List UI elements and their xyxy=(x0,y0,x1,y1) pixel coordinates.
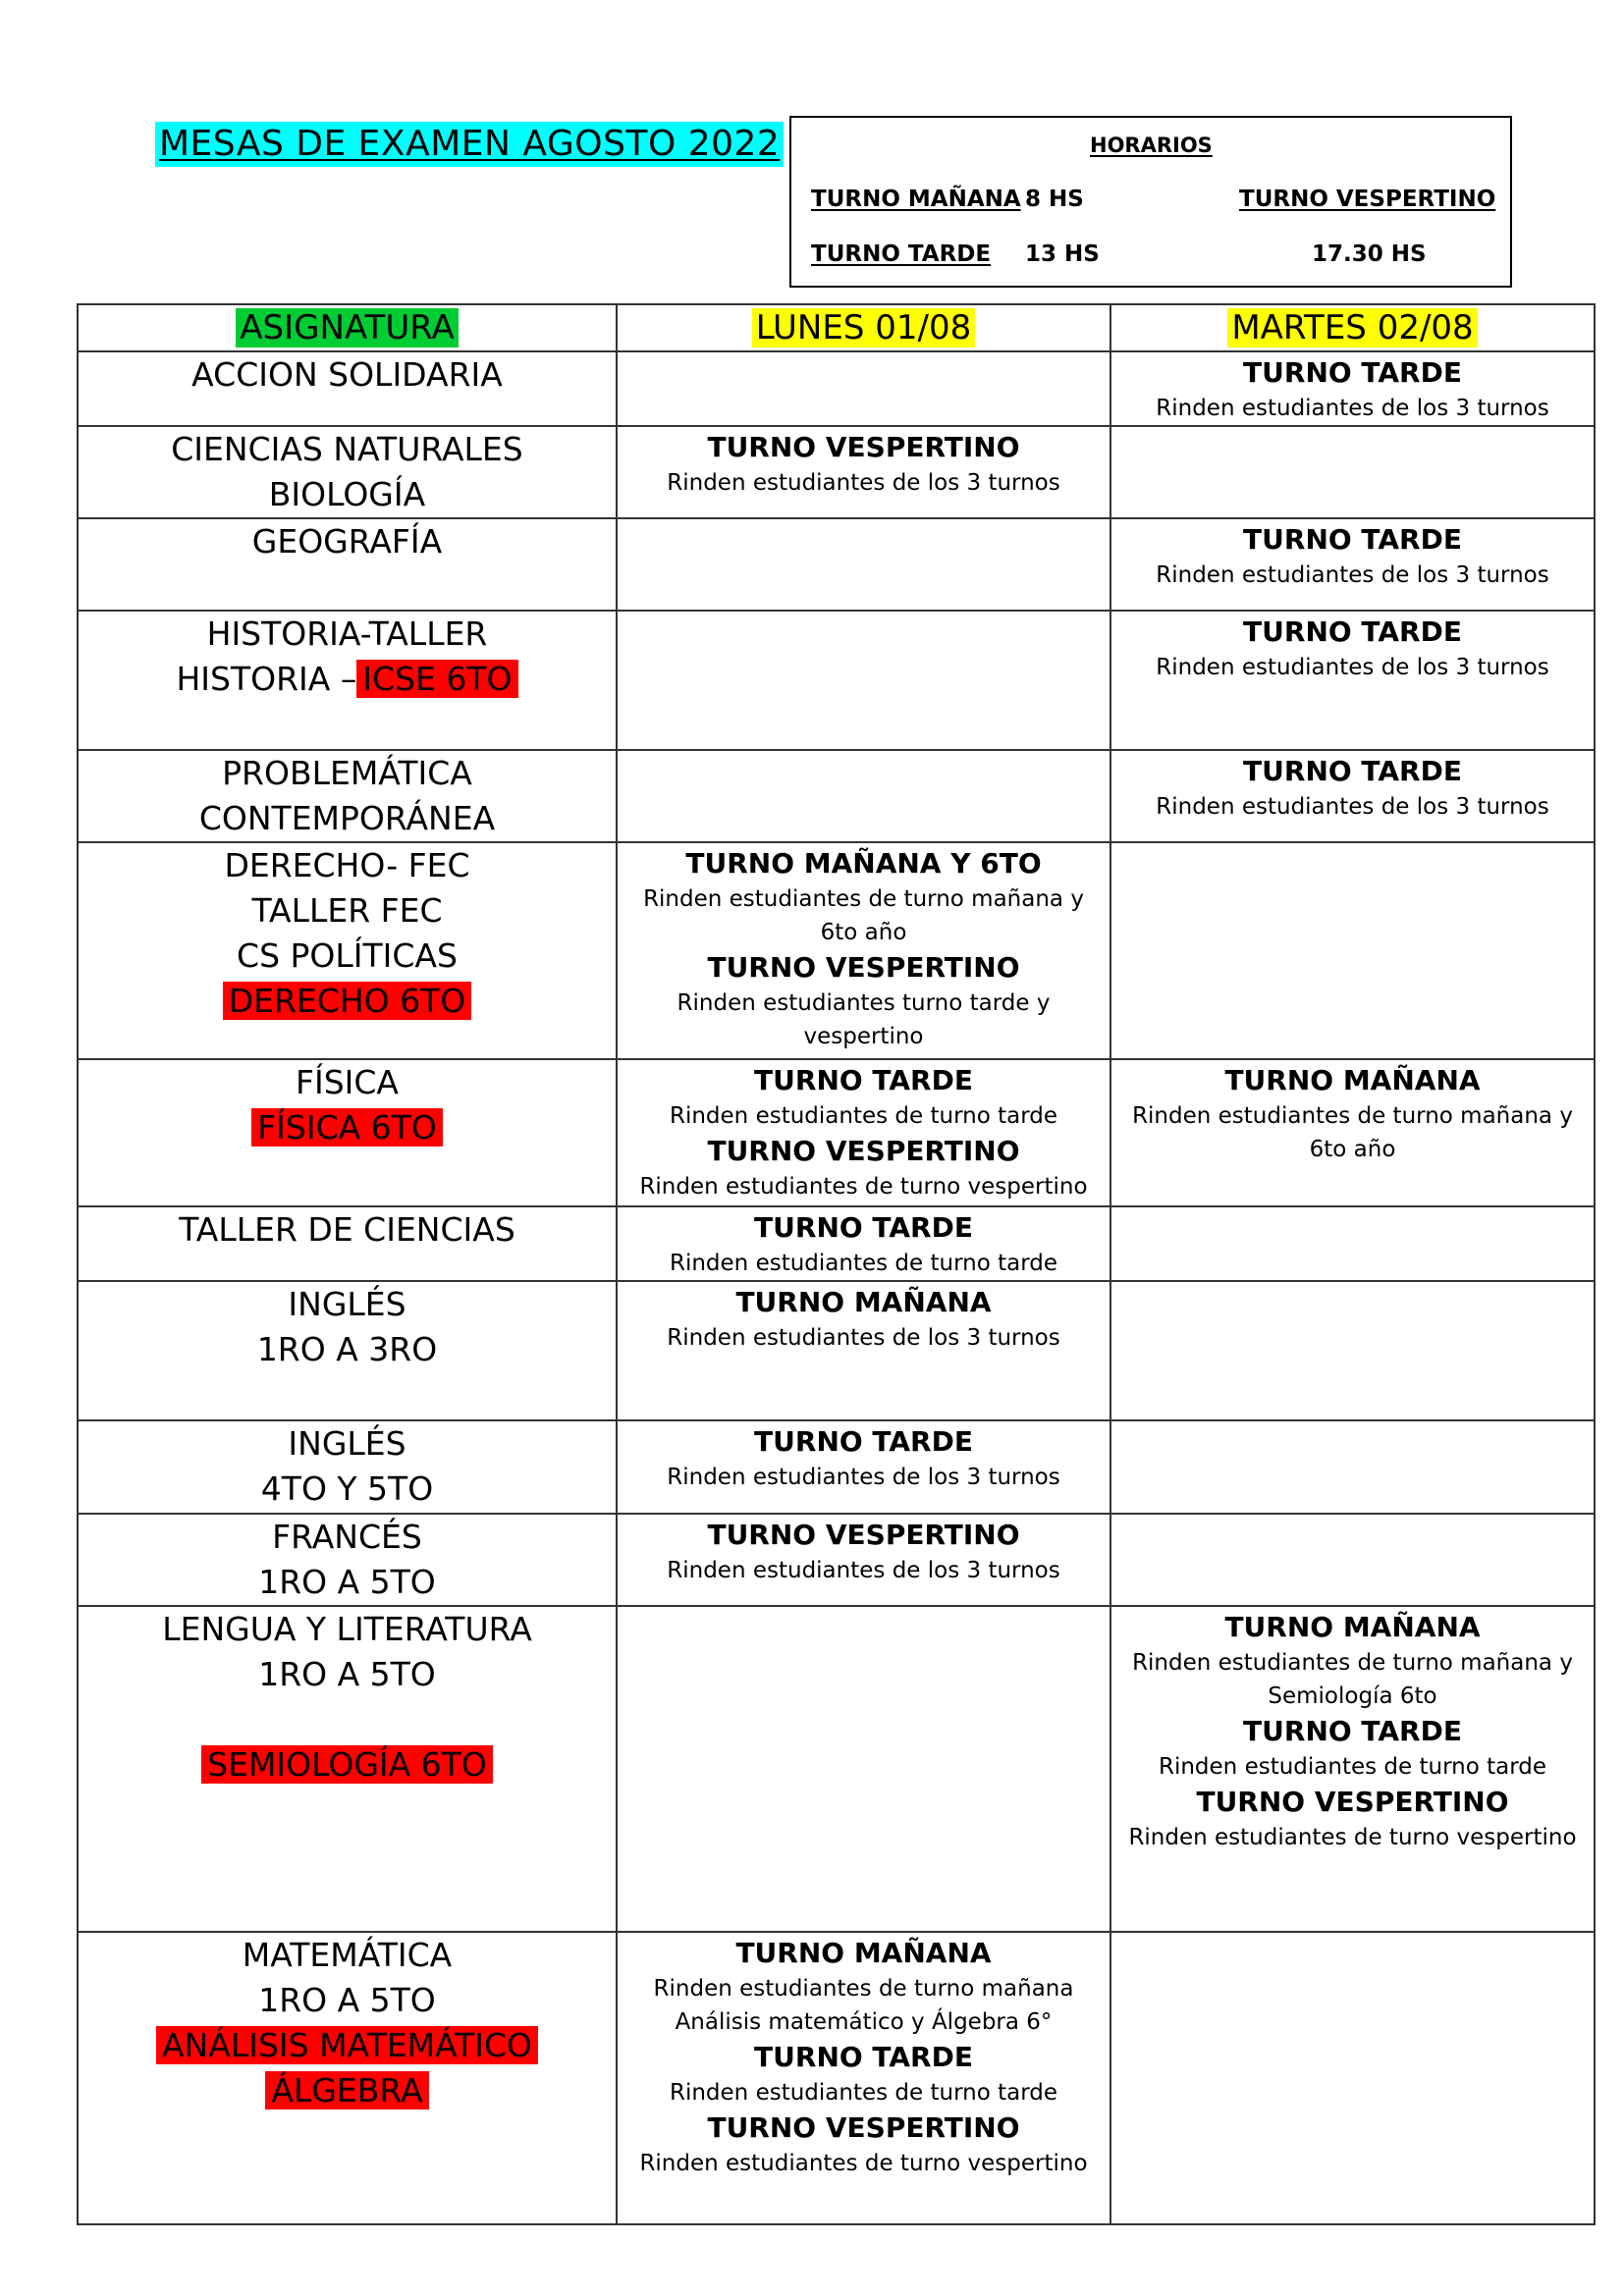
subject-line xyxy=(79,519,616,564)
subject-line xyxy=(79,1327,616,1372)
subject-line xyxy=(79,472,616,517)
tuesday-cell xyxy=(1110,1281,1595,1420)
subject-text: TALLER FEC xyxy=(251,891,443,930)
shift-label: TURNO TARDE xyxy=(754,1425,973,1458)
table-header-row xyxy=(78,304,1595,351)
shift-label: TURNO MAÑANA xyxy=(735,1286,992,1318)
shift-students: Rinden estudiantes de los 3 turnos xyxy=(1156,794,1549,820)
subject-text: 1RO A 3RO xyxy=(256,1330,438,1368)
schedule-tarde-time: 13 HS xyxy=(1025,241,1100,267)
subject-highlight: DERECHO 6TO xyxy=(223,982,472,1020)
monday-cell xyxy=(617,518,1110,611)
subject-cell xyxy=(78,750,617,842)
tuesday-cell xyxy=(1110,518,1595,611)
monday-cell xyxy=(617,1059,1110,1206)
subject-line xyxy=(79,427,616,472)
shift-label: TURNO TARDE xyxy=(1243,523,1462,556)
monday-cell xyxy=(617,842,1110,1059)
subject-text: MATEMÁTICA xyxy=(242,1936,453,1974)
table-row xyxy=(78,750,1595,842)
monday-cell xyxy=(617,1606,1110,1932)
subject-line xyxy=(79,1421,616,1467)
shift-students: Rinden estudiantes de los 3 turnos xyxy=(667,470,1060,496)
subject-text: PROBLEMÁTICA xyxy=(222,754,472,792)
subject-line xyxy=(79,1607,616,1652)
shift-label: TURNO TARDE xyxy=(1243,1715,1462,1747)
shift-label: TURNO MAÑANA xyxy=(735,1937,992,1969)
subject-line xyxy=(79,1933,616,1978)
shift-label: TURNO VESPERTINO xyxy=(1196,1786,1509,1818)
subject-line xyxy=(79,612,616,657)
subject-text: CONTEMPORÁNEA xyxy=(198,799,496,837)
subject-text: INGLÉS xyxy=(288,1285,406,1323)
subject-line xyxy=(79,1560,616,1605)
subject-line xyxy=(79,1697,616,1742)
shift-label: TURNO TARDE xyxy=(754,1064,973,1096)
subject-cell xyxy=(78,611,617,750)
subject-line xyxy=(79,1207,616,1253)
shift-students: Rinden estudiantes de turno tarde xyxy=(669,1103,1058,1129)
shift-students: Rinden estudiantes de turno tarde xyxy=(669,1251,1058,1276)
shift-students: Rinden estudiantes de los 3 turnos xyxy=(667,1325,1060,1351)
subject-cell xyxy=(78,351,617,426)
subject-cell xyxy=(78,1059,617,1206)
table-row xyxy=(78,426,1595,518)
subject-cell xyxy=(78,842,617,1059)
shift-label: TURNO TARDE xyxy=(1243,755,1462,787)
subject-line xyxy=(79,1742,616,1788)
monday-cell xyxy=(617,1514,1110,1606)
subject-cell xyxy=(78,1932,617,2224)
shift-label: TURNO VESPERTINO xyxy=(707,951,1020,984)
table-row xyxy=(78,351,1595,426)
subject-text: ACCION SOLIDARIA xyxy=(191,355,503,394)
shift-label: TURNO VESPERTINO xyxy=(707,1135,1020,1167)
subject-text: 1RO A 5TO xyxy=(258,1981,436,2019)
subject-cell xyxy=(78,426,617,518)
shift-label: TURNO TARDE xyxy=(1243,356,1462,389)
shift-students: Rinden estudiantes de turno tarde xyxy=(669,2080,1058,2106)
table-row xyxy=(78,611,1595,750)
table-row xyxy=(78,518,1595,611)
subject-text: CS POLÍTICAS xyxy=(237,936,458,975)
shift-label: TURNO MAÑANA xyxy=(1224,1064,1481,1096)
table-row xyxy=(78,1606,1595,1932)
shift-students: Rinden estudiantes de turno mañana Análisis matemático y Álgebra 6° xyxy=(653,1976,1074,2035)
subject-line xyxy=(79,1467,616,1512)
table-row xyxy=(78,1932,1595,2224)
schedule-vespertino-label: TURNO VESPERTINO xyxy=(1239,187,1496,212)
shift-label: TURNO TARDE xyxy=(754,1211,973,1244)
subject-text: 4TO Y 5TO xyxy=(260,1469,434,1508)
table-row xyxy=(78,1059,1595,1206)
shift-label: TURNO MAÑANA Y 6TO xyxy=(685,847,1042,880)
tuesday-cell xyxy=(1110,842,1595,1059)
subject-highlight: ÁLGEBRA xyxy=(265,2071,428,2109)
subject-cell xyxy=(78,1281,617,1420)
subject-text: BIOLOGÍA xyxy=(268,475,426,513)
shift-students: Rinden estudiantes de turno vespertino xyxy=(639,2151,1088,2176)
subject-text: DERECHO- FEC xyxy=(224,846,470,884)
subject-highlight: ANÁLISIS MATEMÁTICO xyxy=(156,2026,538,2064)
subject-line xyxy=(79,1060,616,1105)
monday-cell xyxy=(617,351,1110,426)
monday-cell xyxy=(617,750,1110,842)
subject-text: GEOGRAFÍA xyxy=(251,522,443,561)
monday-cell xyxy=(617,1932,1110,2224)
schedule-title: HORARIOS xyxy=(1090,133,1213,157)
shift-students: Rinden estudiantes de los 3 turnos xyxy=(1156,396,1549,421)
subject-line xyxy=(79,751,616,796)
subject-highlight: SEMIOLOGÍA 6TO xyxy=(201,1745,493,1784)
subject-text xyxy=(342,1700,352,1738)
monday-cell xyxy=(617,1281,1110,1420)
tuesday-cell xyxy=(1110,1420,1595,1514)
shift-students: Rinden estudiantes de turno vespertino xyxy=(639,1174,1088,1200)
subject-line xyxy=(79,1105,616,1150)
shift-students: Rinden estudiantes de los 3 turnos xyxy=(667,1465,1060,1490)
subject-line xyxy=(79,1282,616,1327)
subject-cell xyxy=(78,1420,617,1514)
subject-line xyxy=(79,657,616,702)
shift-students: Rinden estudiantes de turno vespertino xyxy=(1128,1825,1577,1850)
subject-text: INGLÉS xyxy=(288,1424,406,1463)
schedule-vespertino-time: 17.30 HS xyxy=(1312,241,1427,267)
table-row xyxy=(78,1420,1595,1514)
subject-line xyxy=(79,888,616,934)
subject-text: FRANCÉS xyxy=(272,1518,422,1556)
table-row xyxy=(78,1281,1595,1420)
subject-line xyxy=(79,2068,616,2113)
shift-students: Rinden estudiantes de turno mañana y 6to año xyxy=(643,886,1084,945)
shift-label: TURNO VESPERTINO xyxy=(707,2111,1020,2144)
tuesday-cell xyxy=(1110,1514,1595,1606)
tuesday-cell xyxy=(1110,611,1595,750)
header-monday: LUNES 01/08 xyxy=(617,304,1110,351)
shift-label: TURNO VESPERTINO xyxy=(707,1519,1020,1551)
subject-text: LENGUA Y LITERATURA xyxy=(162,1610,532,1648)
table-row xyxy=(78,1206,1595,1281)
table-row xyxy=(78,1514,1595,1606)
subject-text: CIENCIAS NATURALES xyxy=(171,430,523,468)
subject-line xyxy=(79,1515,616,1560)
header-tuesday: MARTES 02/08 xyxy=(1110,304,1595,351)
tuesday-cell xyxy=(1110,426,1595,518)
table-row xyxy=(78,842,1595,1059)
subject-highlight: FÍSICA 6TO xyxy=(251,1108,443,1147)
subject-text: 1RO A 5TO xyxy=(258,1655,436,1693)
shift-students: Rinden estudiantes de turno tarde xyxy=(1158,1754,1547,1780)
shift-label: TURNO VESPERTINO xyxy=(707,431,1020,463)
subject-text: FÍSICA xyxy=(295,1063,399,1101)
shift-students: Rinden estudiantes de turno mañana y Semiología 6to xyxy=(1132,1650,1573,1709)
subject-text: TALLER DE CIENCIAS xyxy=(179,1210,515,1249)
monday-cell xyxy=(617,426,1110,518)
schedule-manana-label: TURNO MAÑANA xyxy=(811,187,1021,212)
schedule-tarde-label: TURNO TARDE xyxy=(811,241,992,267)
shift-students: Rinden estudiantes turno tarde y vespertino xyxy=(677,990,1051,1049)
monday-cell xyxy=(617,1420,1110,1514)
shift-students: Rinden estudiantes de los 3 turnos xyxy=(1156,655,1549,680)
shift-label: TURNO TARDE xyxy=(754,2041,973,2073)
subject-text: HISTORIA-TALLER xyxy=(206,614,488,653)
schedule-manana-time: 8 HS xyxy=(1025,187,1084,212)
shift-label: TURNO TARDE xyxy=(1243,615,1462,648)
header-subject: ASIGNATURA xyxy=(78,304,617,351)
subject-line xyxy=(79,2023,616,2068)
tuesday-cell xyxy=(1110,351,1595,426)
tuesday-cell xyxy=(1110,1206,1595,1281)
schedule-box xyxy=(789,116,1512,288)
monday-cell xyxy=(617,611,1110,750)
subject-line xyxy=(79,796,616,841)
subject-line xyxy=(79,352,616,398)
shift-students: Rinden estudiantes de los 3 turnos xyxy=(1156,562,1549,588)
exam-table xyxy=(77,303,1596,2225)
subject-highlight: ICSE 6TO xyxy=(356,660,517,698)
subject-cell xyxy=(78,1206,617,1281)
subject-line xyxy=(79,1652,616,1697)
subject-prefix: HISTORIA – xyxy=(176,660,357,698)
subject-line xyxy=(79,979,616,1024)
tuesday-cell xyxy=(1110,1932,1595,2224)
subject-line xyxy=(79,843,616,888)
subject-cell xyxy=(78,1606,617,1932)
shift-students: Rinden estudiantes de turno mañana y 6to año xyxy=(1132,1103,1573,1162)
subject-line xyxy=(79,934,616,979)
tuesday-cell xyxy=(1110,750,1595,842)
page-title: MESAS DE EXAMEN AGOSTO 2022 xyxy=(155,122,784,167)
subject-cell xyxy=(78,1514,617,1606)
monday-cell xyxy=(617,1206,1110,1281)
tuesday-cell xyxy=(1110,1606,1595,1932)
subject-line xyxy=(79,1978,616,2023)
tuesday-cell xyxy=(1110,1059,1595,1206)
subject-text: 1RO A 5TO xyxy=(258,1563,436,1601)
shift-label: TURNO MAÑANA xyxy=(1224,1611,1481,1643)
subject-cell xyxy=(78,518,617,611)
shift-students: Rinden estudiantes de los 3 turnos xyxy=(667,1558,1060,1583)
